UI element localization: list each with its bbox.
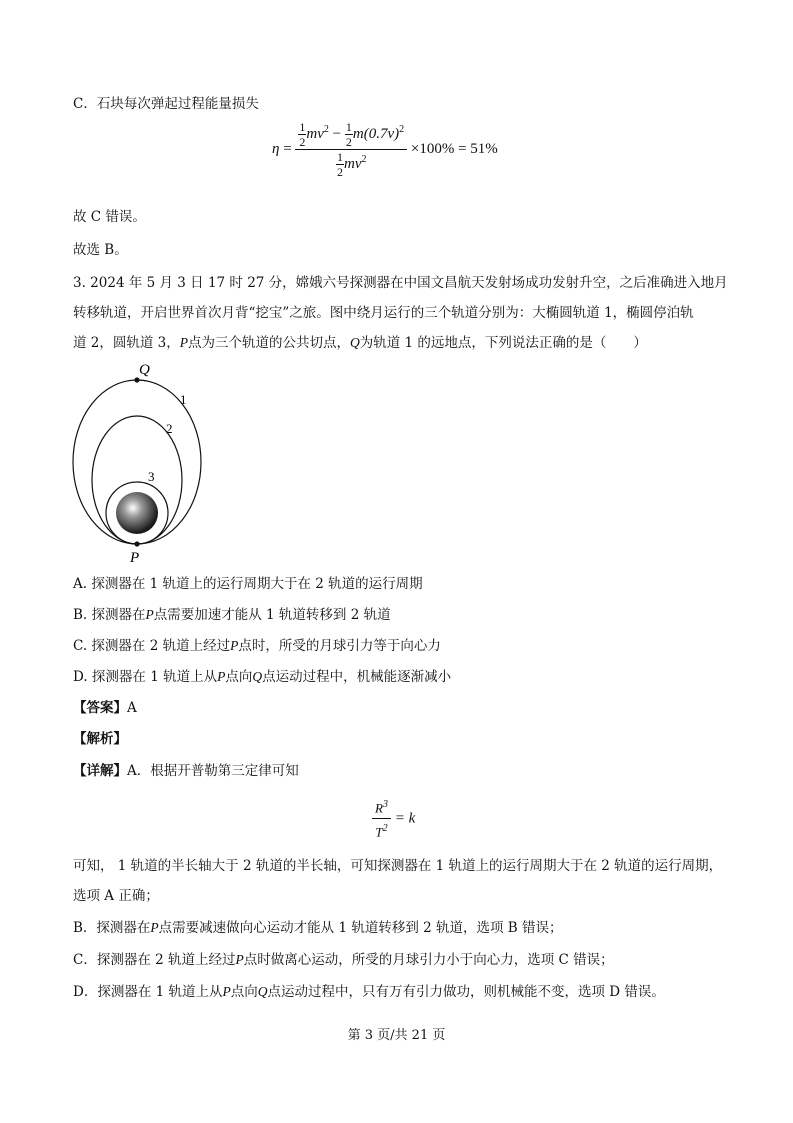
detail-intro: 【详解】A．根据开普勒第三定律可知 [73, 763, 299, 779]
analysis-label: 【解析】 [73, 731, 127, 747]
kepler-formula: $\frac{R^3}{T^2}$ = k [372, 795, 415, 843]
point-q-dot [134, 377, 139, 382]
label-orbit-1: 1 [180, 392, 187, 407]
efficiency-fraction [295, 120, 407, 179]
label-orbit-2: 2 [166, 421, 173, 436]
eta-symbol: η [272, 141, 280, 157]
label-p: P [130, 550, 140, 566]
question-line-3: 道 2，圆轨道 3，P点为三个轨道的公共切点，Q为轨道 1 的远地点，下列说法正确的是（ ） [73, 335, 647, 351]
detail-line-2: 选项 A 正确； [73, 888, 159, 904]
option-d: D. 探测器在 1 轨道上从P点向Q点运动过程中，机械能逐渐减小 [73, 669, 452, 685]
detail-c: C．探测器在 2 轨道上经过P点时做离心运动，所受的月球引力小于向心力，选项 C 错误； [73, 952, 614, 968]
point-p-dot [134, 541, 139, 546]
efficiency-formula [272, 120, 498, 179]
option-c: C. 探测器在 2 轨道上经过P点时，所受的月球引力等于向心力 [73, 638, 441, 654]
question-line-2: 转移轨道，开启世界首次月背“挖宝”之旅。图中绕月运行的三个轨道分别为：大椭圆轨道 1，椭圆停泊轨 [73, 305, 694, 321]
fraction-denominator: $\frac{1}{2}$ $mv^2$ [337, 150, 367, 180]
detail-b: B．探测器在P点需要减速做向心运动才能从 1 轨道转移到 2 轨道，选项 B 错误； [73, 920, 563, 936]
equals-sign: = [283, 141, 292, 157]
moon [116, 492, 158, 534]
label-orbit-3: 3 [148, 469, 155, 484]
choose-answer: 故选 B。 [73, 242, 128, 258]
detail-d: D．探测器在 1 轨道上从P点向Q点运动过程中，只有万有引力做功，则机械能不变，选项 D 错误。 [73, 984, 665, 1000]
part-c-intro: C．石块每次弹起过程能量损失 [73, 96, 259, 112]
kepler-k: = k [394, 810, 416, 827]
orbit-diagram [68, 360, 218, 570]
option-b: B. 探测器在P点需要加速才能从 1 轨道转移到 2 轨道 [73, 607, 391, 623]
label-q: Q [139, 362, 150, 378]
page-footer: 第 3 页/共 21 页 [347, 1028, 446, 1043]
fraction-numerator: $\frac{1}{2}$ $mv^2$ − $\frac{1}{2}$ $m(0.7v)^2$ [299, 120, 405, 150]
part-c-conclusion: 故 C 错误。 [73, 209, 146, 225]
detail-line-1: 可知， 1 轨道的半长轴大于 2 轨道的半长轴，可知探测器在 1 轨道上的运行周期大于在 2 轨道的运行周期， [73, 858, 723, 874]
question-line-1: 3. 2024 年 5 月 3 日 17 时 27 分，嫦娥六号探测器在中国文昌航天发射场成功发射升空，之后准确进入地月 [73, 275, 728, 291]
answer-line: 【答案】A [73, 700, 137, 716]
option-a: A. 探测器在 1 轨道上的运行周期大于在 2 轨道的运行周期 [73, 576, 423, 592]
times-hundred-percent: ×100% = 51% [410, 141, 498, 157]
